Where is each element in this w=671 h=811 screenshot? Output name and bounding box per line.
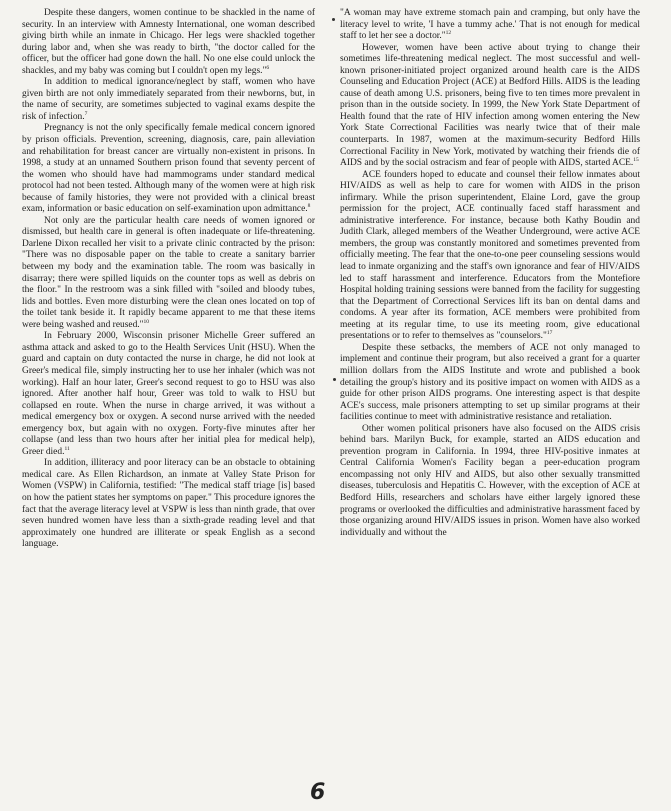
paragraph-greer [22, 331, 315, 458]
paragraph-text: "A woman may have extreme stomach pain and cramping, but only have the literacy level to write, 'I have a tummy ache.' That is not enough for medical staff to let her see a doctor." [340, 8, 640, 42]
paragraph-text: Other women political prisoners have also focused on the AIDS crisis behind bars. Marilyn Buck, for example, started an AIDS education and prevention program in California. In 1994, three HIV-positive inmates at Central California Women's Facility began a peer-education program encompassing not only HIV and AIDS, but also other sexually transmitted diseases, tuberculosis and Hepatitis C. However, with the exception of ACE at Bedford Hills, researchers and scholars have either largely ignored these programs or overlooked the difficulties and administrative harassment faced by those organizing around HIV/AIDS issues in prison. Women have also worked individually and without the [340, 423, 640, 538]
paragraph-literacy [22, 458, 315, 550]
paragraph-text: Not only are the particular health care needs of women ignored or dismissed, but health care in general is often inadequate or life-threatening. Darlene Dixon recalled her visit to a private clinic contracted by the prison: "There was no disposable paper on the table to create a sanitary barrier between my body and the examination table. The room was basically in disarray; there were spilled liquids on the counter tops as well as debris on the floor." In the restroom was a sink filled with "soiled and bloody tubes, lids and bottles. Even more disturbing were the clean ones located on top of the toilet tank beside it. It rapidly became apparent to me that these items were being washed and reused." [22, 215, 315, 330]
footnote-ref: 12 [445, 29, 452, 36]
footnote-ref: 17 [546, 330, 553, 337]
paragraph-text: Despite these dangers, women continue to be shackled in the name of security. In an interview with Amnesty International, one woman described giving birth while an inmate in Chicago. Her legs were shackled together during labor and, when she was ready to birth, "the doctor called for the officer, but the officer had gone down the hall. No one else could unlock the shackles, and my baby was coming but I couldn't open my legs." [22, 8, 315, 76]
paragraph-text: In February 2000, Wisconsin prisoner Michelle Greer suffered an asthma attack and asked to go to the Health Services Unit (HSU). When the guard and captain on duty contacted the nurse in charge, he did not look at Greer's medical file, simply instructing her to use her inhaler (which was not working). Half an hour later, Greer's second request to go to HSU was also ignored. After another half hour, Greer was told to walk to HSU but collapsed en route. When the nurse in charge arrived, it was without a medical emergency box or oxygen. A second nurse arrived with the needed emergency box, but again with no oxygen. Forty-five minutes after her collapse (and less than two hours after her initial plea for medical help), Greer died. [22, 331, 315, 457]
right-column [340, 8, 640, 539]
paragraph-text: Pregnancy is not the only specifically female medical concern ignored by prison officials. Prevention, screening, diagnosis, care, pain alleviation and rehabilitation for breast cancer are virtually non-existent in prisons. In 1998, a study at an unnamed Southern prison found that seventy percent of the women who should have had mammograms under standard medical protocol had not been tested. Although many of the women were at high risk because of family histories, they were not provided with a clinical breast exam, information or basic education on self-examination upon admittance. [22, 123, 315, 215]
paragraph-shackling [22, 8, 315, 77]
paragraph-text: ACE founders hoped to educate and counsel their fellow inmates about HIV/AIDS as well as help to care for women with AIDS in the prison infirmary. While the prison superintendent, Elaine Lord, gave the group permission for the project, ACE continually faced staff harassment and administrative interference. For instance, because both Kathy Boudin and Judith Clark, alleged members of the Weather Underground, were active ACE members, the group was constantly monitored and sometimes prevented from officially meeting. The fear that the one-to-one peer counseling sessions would lead to inmate organizing and the staff's own ignorance and fear of HIV/AIDS led to staff harassment and interference. Educators from the Montefiore Hospital holding training sessions were banned from the facility for suggesting that the Department of Correctional Services lift its ban on dental dams and condoms. A year after its formation, ACE members were prohibited from meeting at its regular time, to use its meeting room, give educational presentations or to refer to themselves as "counselors." [340, 169, 640, 342]
paragraph-other-prisoners [340, 424, 640, 539]
paragraph-text: However, women have been active about trying to change their sometimes life-threatening medical neglect. The most successful and well-known prisoner-initiated project organized around health care is the AIDS Counseling and Education Project (ACE) at Bedford Hills. AIDS is the leading cause of death among U.S. prisoners, being five to ten times more prevalent in prison than in the outside society. In 1999, the New York State Department of Health found that the rate of HIV infection among women entering the New York State Correctional Facilities was nearly twice that of their male counterparts. In 1987, women at the maximum-security Bedford Hills Correctional Facility in New York, motivated by watching their friends die of AIDS and by the social ostracism and fear of people with AIDS, started ACE. [340, 42, 640, 169]
paragraph-quote [340, 8, 640, 43]
paragraph-ace-success [340, 343, 640, 424]
paragraph-clinic [22, 216, 315, 331]
footnote-ref: 6 [266, 64, 270, 71]
footnote-ref: 10 [143, 318, 150, 325]
page-number: 6 [310, 780, 326, 805]
scan-speck [333, 378, 336, 381]
paragraph-ace-founders [340, 170, 640, 343]
left-column [22, 8, 315, 551]
paragraph-ace-intro [340, 43, 640, 170]
footnote-ref: 15 [633, 156, 639, 163]
footnote-ref: 8 [307, 203, 311, 210]
paragraph-text: In addition to medical ignorance/neglect by staff, women who have given birth are not only immediately separated from their newborns, but, in the name of security, are sometimes subjected to vaginal exams despite the risk of infection. [22, 77, 315, 122]
scan-speck [332, 18, 335, 21]
footnote-ref: 7 [84, 110, 88, 117]
paragraph-text: In addition, illiteracy and poor literacy can be an obstacle to obtaining medical care. As Ellen Richardson, an inmate at Valley State Prison for Women (VSPW) in California, testified: "The medical staff triage [is] based on how the patient states her symptoms on paper." This procedure ignores the fact that the average literacy level at VSPW is less than ninth grade, that over seven hundred women have less than a sixth-grade reading level and that approximately one hundred are illiterate or speak English as a second language. [22, 458, 315, 550]
paragraph-breast-cancer [22, 123, 315, 215]
footnote-ref: 11 [64, 445, 70, 452]
paragraph-text: Despite these setbacks, the members of ACE not only managed to implement and continue their program, but also received a grant for a quarter million dollars from the AIDS Institute and wrote and published a book detailing the group's history and its positive impact on women with AIDS as a guide for other prison AIDS programs. One interesting aspect is that despite ACE's success, male prisoners attempting to set up similar programs at their facilities continue to meet with administrative resistance and retaliation. [340, 342, 640, 423]
paragraph-separation [22, 77, 315, 123]
